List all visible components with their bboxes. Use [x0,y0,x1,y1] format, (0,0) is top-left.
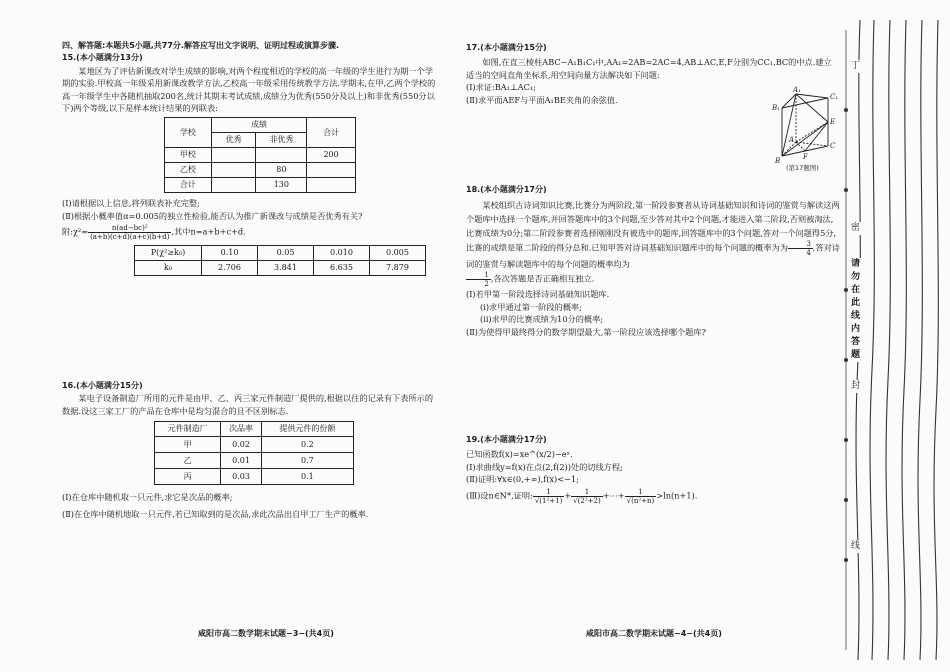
cell: 0.005 [370,246,426,261]
q18-block [466,184,840,338]
edge-B1C1 [782,98,828,108]
cell: 乙 [155,453,221,469]
frac-den: √(2²+2) [573,496,601,505]
frac-den: 2 [484,280,489,289]
left-column [62,40,440,276]
label-F: F [803,153,808,161]
cell: 合计 [165,178,212,193]
q18-paragraph [466,198,840,288]
q19-heading: 19.(本小题满分17分) [466,435,547,444]
binder-warning: 请勿在此线内答题 [849,258,859,362]
cell [307,163,356,178]
q18-part2: (Ⅱ)为使得甲最终得分的数学期望最大,第一阶段应该选择哪个题库? [466,326,707,337]
q19-part3: (Ⅲ)设n∈N*,证明: $\frac{1}{\text{√(1²+1)}}$ + $\frac{1}{\text{√(2²+2)}}$ +⋯+ $\frac{1}{\text{√(n²+n)}}$ >ln(n+1). [466,487,698,505]
term-2 [571,488,603,505]
q16-block [62,380,440,520]
segment-A1E [796,94,828,122]
cell: 0.01 [221,453,261,469]
q15-paragraph: 某地区为了评估新课改对学生成绩的影响,对两个程度相近的学校的高一年级的学生进行为期一个学期的实验.甲校高一年级采用新课改教学方法,乙校高一年级采用传统教学方法.学期末,在甲,乙两个学校的高一年级学生中各随机抽取200名,统计其期末考试成绩,成绩分为优秀(550分及以上)和非优秀(550分以下)两个等级,以下是样本统计结果的列联表: [62,65,436,114]
cell: 0.02 [221,437,261,453]
q18-fraction-1-2 [466,271,491,288]
label-A: A [789,136,795,144]
q18-sub1: (i)求甲通过第一阶段的概率; [480,301,582,312]
cell: 130 [256,178,307,193]
table-row [155,437,354,453]
label-B: B [775,157,781,165]
cell: 0.10 [202,246,258,261]
cell [211,178,256,193]
q19-block [466,434,840,505]
section-title: 四、解答题:本题共5小题,共77分.解答应写出文字说明、证明过程或演算步骤. [62,41,340,50]
q18-text-b: ,答对诗词的鉴赏与解读题库中的每个问题的概率均为 [466,242,840,270]
q16-part1: (Ⅰ)在仓库中随机取一只元件,求它是次品的概率; [62,492,233,503]
table-row [165,148,356,163]
q18-part1: (Ⅰ)若甲第一阶段选择诗词基础知识题库. [466,289,610,300]
cell: 元件制造厂 [155,422,221,437]
formula-lead: 附:χ²= [62,226,89,237]
frac-num: 1 [571,488,603,497]
frac-num: 1 [466,271,491,280]
cell [211,163,256,178]
q15-h-total: 合计 [307,118,356,148]
binder-top-char: 丁 [849,60,859,73]
table-row [135,261,426,276]
cell: 丙 [155,469,221,485]
binder-seal-char: 密 [849,222,859,235]
frac-den: √(n²+n) [626,496,655,505]
segment-AE [796,122,828,142]
dots: +⋯+ [602,490,625,501]
binder-line-char: 线 [849,540,859,553]
footer-right: 咸阳市高二数学期末试题−4−(共4页) [586,629,722,638]
q16-heading: 16.(本小题满分15分) [62,381,143,390]
table-row [165,178,356,193]
formula-numerator: n(ad−bc)² [88,224,171,233]
q15-h-excellent: 优秀 [211,133,256,148]
q17-part2: (Ⅱ)求平面AEF与平面A₁BE夹角的余弦值. [466,94,618,105]
cell: 3.841 [258,261,314,276]
cell: 0.03 [221,469,261,485]
table-row [135,246,426,261]
cell: 乙校 [165,163,212,178]
table-row [155,422,354,437]
q19-part1: (Ⅰ)求曲线y=f(x)在点(2,f(2))处的切线方程; [466,461,623,472]
cell: 7.879 [370,261,426,276]
cell: P(χ²≥k₀) [135,246,202,261]
q16-part2: (Ⅱ)在仓库中随机地取一只元件,若已知取到的是次品,求此次品出自甲工厂生产的概率. [62,508,369,519]
cell [256,148,307,163]
table-row [165,163,356,178]
q18-text-c: ,各次答题是否正确相互独立. [490,273,595,284]
q19-line1: 已知函数f(x)=xe^(x/2)−eˣ. [466,449,573,460]
part3-lead: (Ⅲ)设n∈N*,证明: [466,490,533,501]
q15-h-school: 学校 [165,118,212,148]
cell: 次品率 [221,422,261,437]
part3-tail: >ln(n+1). [656,490,698,501]
edge-A1C1 [796,94,828,98]
label-C1: C₁ [830,93,839,101]
q15-h-non: 非优秀 [256,133,307,148]
label-A1: A₁ [793,86,801,94]
q18-fraction-3-4 [788,240,813,257]
cell: 0.010 [314,246,370,261]
table-row [155,469,354,485]
q15-formula [62,224,440,241]
q17-part1: (Ⅰ)求证:BA₁⊥AC₁; [466,82,536,93]
cell [307,178,356,193]
frac-num: 1 [533,488,565,497]
formula-denominator: (a+b)(c+d)(a+c)(b+d) [90,233,170,242]
q18-sub2: (ii)求甲的比赛成绩为10分的概率; [480,314,604,325]
q18-heading: 18.(本小题满分17分) [466,185,547,194]
cell: 2.706 [202,261,258,276]
binding-margin [838,0,950,672]
cell: 提供元件的份额 [261,422,353,437]
cell: 200 [307,148,356,163]
table-row [155,453,354,469]
q15-heading: 15.(本小题满分13分) [62,53,143,63]
q15-critical-value-table [134,245,426,276]
edge-A1B1 [782,94,796,108]
cell: 0.05 [258,246,314,261]
frac-num: 3 [788,240,813,249]
frac-den: 4 [806,249,811,258]
formula-tail: ,其中n=a+b+c+d. [171,226,246,237]
chi-square-fraction [88,224,171,241]
term-1 [533,488,565,505]
cell: k₀ [135,261,202,276]
cell: 0.2 [261,437,353,453]
term-n [625,488,657,505]
q17-paragraph: 如图,在直三棱柱ABC−A₁B₁C₁中,AA₁=2AB=2AC=4,AB⊥AC,E,F分别为CC₁,BC的中点.建立适当的空间直角坐标系,用空间向量方法解决如下问题: [466,57,832,80]
cell: 6.635 [314,261,370,276]
q16-paragraph: 某电子设备制造厂所用的元件是由甲、乙、丙三家元件制造厂提供的,根据以往的记录有下表所示的数据.设这三家工厂的产品在仓库中是均匀混合的且不区别标志. [62,393,434,416]
q16-supplier-table [154,421,354,485]
cell: 0.1 [261,469,353,485]
label-B1: B₁ [772,104,780,112]
footer-left: 咸阳市高二数学期末试题−3−(共4页) [198,629,334,638]
frac-den: √(1²+1) [534,496,563,505]
cell: 0.7 [261,453,353,469]
q17-heading: 17.(本小题满分15分) [466,43,547,52]
q15-contingency-table [164,117,356,193]
cell: 甲 [155,437,221,453]
frac-num: 1 [625,488,657,497]
q15-part2: (Ⅱ)根据小概率值α=0.005的独立性检验,能否认为推广新课改与成绩是否优秀有关? [62,210,363,221]
q19-part2: (Ⅱ)证明:∀x∈(0,+∞),f(x)<−1; [466,474,579,485]
cell [211,148,256,163]
q15-part1: (Ⅰ)请根据以上信息,将列联表补充完整; [62,198,200,209]
label-C: C [830,142,836,150]
label-E: E [830,118,836,126]
cell: 80 [256,163,307,178]
q15-h-grade: 成绩 [211,118,306,133]
cell: 甲校 [165,148,212,163]
figure-caption: (第17题图) [786,164,819,172]
q18-text-a: 某校组织古诗词知识比赛,比赛分为两阶段,第一阶段参赛者从诗词基础知识和诗词的鉴赏与解读这两个题库中选择一个题库,并回答题库中的3个问题,至少答对其中2个问题,才能进入第二阶段,否则被淘汰,比赛成绩为0分;第二阶段参赛者选择刚刚没有被选中的题库,回答题库中的3个问题,答对一个问题得5分,比赛的成绩是第二阶段的得分总和.已知甲答对诗词基础知识题库中的每个问题的概率为为 [466,200,840,253]
binder-seal2-char: 封 [849,380,859,393]
